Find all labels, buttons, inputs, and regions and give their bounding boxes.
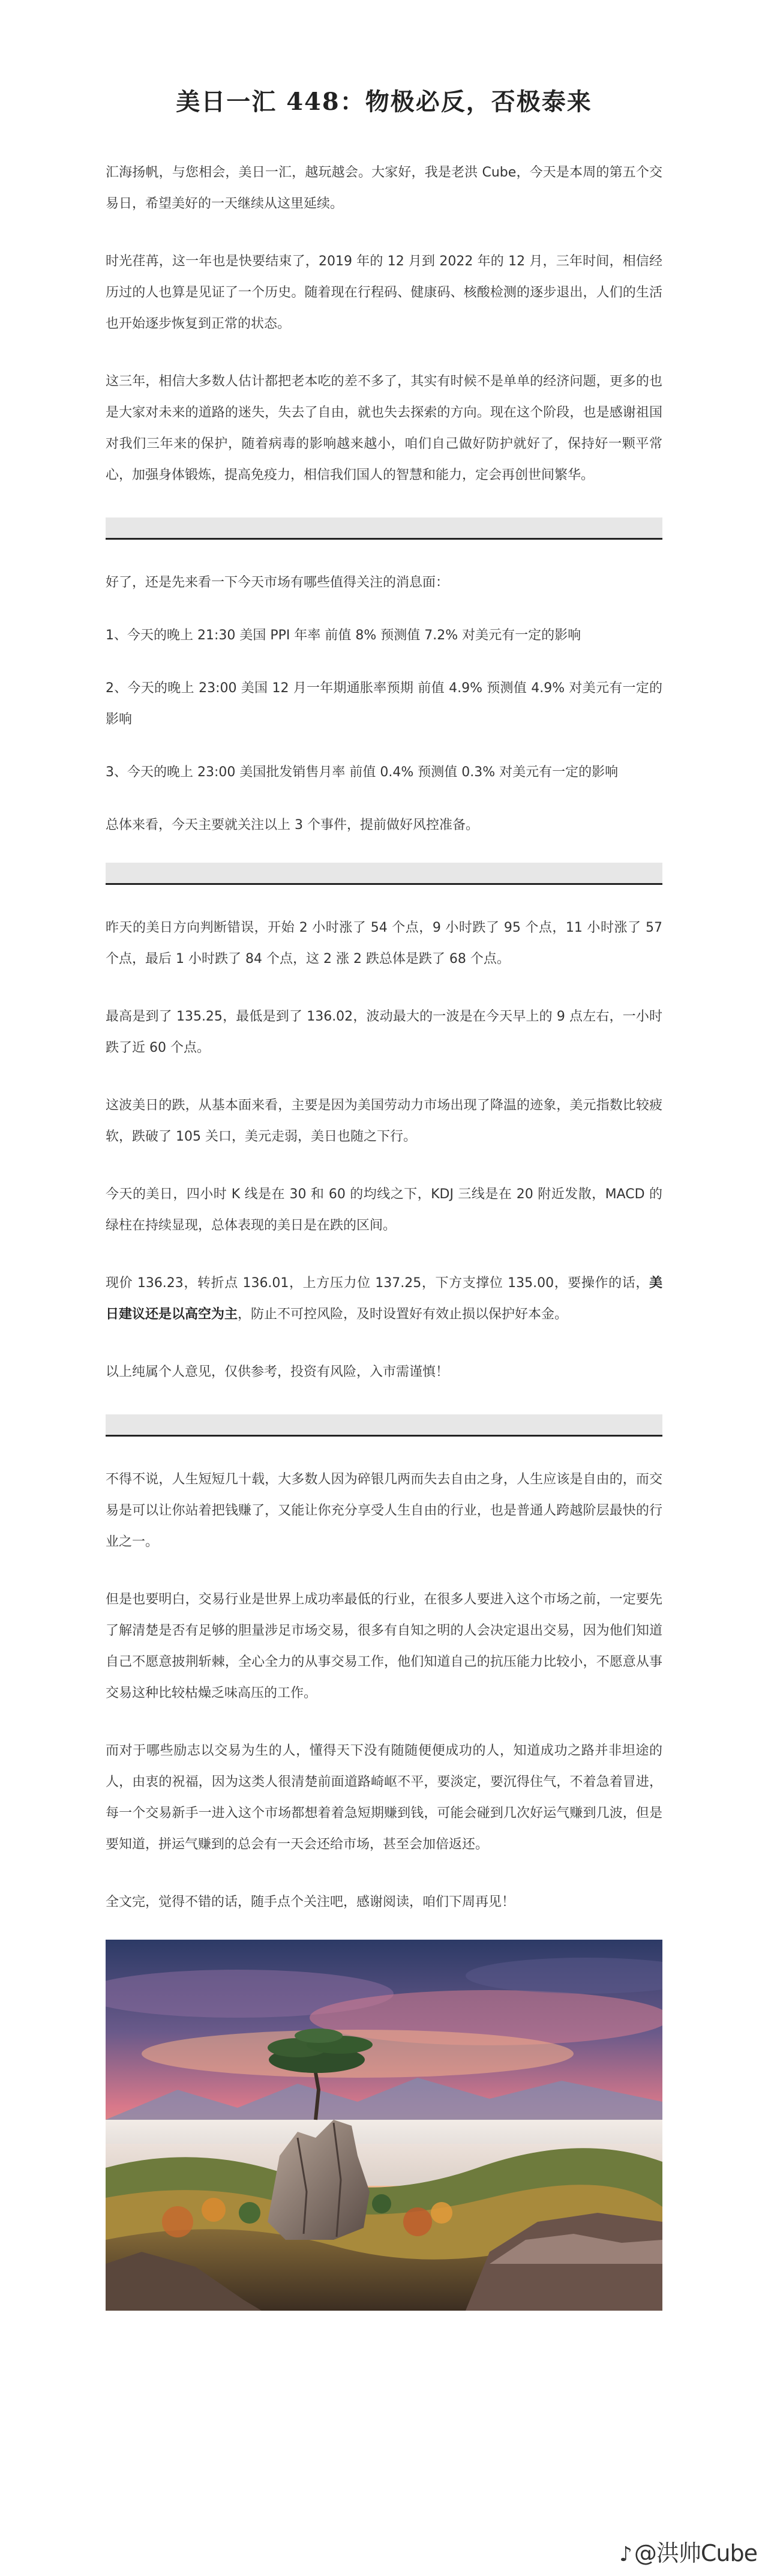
section-divider-3 bbox=[106, 1414, 662, 1437]
intro-paragraph-2: 时光荏苒，这一年也是快要结束了，2019 年的 12 月到 2022 年的 12 月，三年时间，相信经历过的人也算是见证了一个历史。随着现在行程码、健康码、核酸检测的逐步退出，人们的生活也开始逐步恢复到正常的状态。 bbox=[106, 254, 662, 331]
douyin-logo-icon: ♪ bbox=[619, 2542, 632, 2566]
signoff: 全文完，觉得不错的话，随手点个关注吧，感谢阅读，咱们下周再见！ bbox=[106, 1895, 515, 1910]
closing-paragraph-1: 不得不说，人生短短几十载，大多数人因为碎银几两而失去自由之身，人生应该是自由的，而交易是可以让你站着把钱赚了，又能让你充分享受人生自由的行业，也是普通人跨越阶层最快的行业之一。 bbox=[106, 1472, 662, 1549]
closing-paragraph-3: 而对于哪些励志以交易为生的人，懂得天下没有随随便便成功的人，知道成功之路并非坦途的人，由衷的祝福，因为这类人很清楚前面道路崎岖不平，要淡定，要沉得住气，不着急着冒进，每一个交易新手一进入这个市场都想着着急短期赚到钱，可能会碰到几次好运气赚到几波，但是要知道，拼运气赚到的总会有一天会还给市场，甚至会加倍返还。 bbox=[106, 1743, 662, 1852]
news-item-3: 3、今天的晚上 23:00 美国批发销售月率 前值 0.4% 预测值 0.3% 对美元有一定的影响 bbox=[106, 765, 619, 780]
news-item-2: 2、今天的晚上 23:00 美国 12 月一年期通胀率预期 前值 4.9% 预测值 4.9% 对美元有一定的影响 bbox=[106, 681, 662, 727]
intro-paragraph-3: 这三年，相信大多数人估计都把老本吃的差不多了，其实有时候不是单单的经济问题，更多的也是大家对未来的道路的迷失，失去了自由，就也失去探索的方向。现在这个阶段，也是感谢祖国对我们三年来的保护，随着病毒的影响越来越小，咱们自己做好防护就好了，保持好一颗平常心，加强身体锻炼，提高免疫力，相信我们国人的智慧和能力，定会再创世间繁华。 bbox=[106, 374, 662, 483]
strategy-text-post: ，防止不可控风险，及时设置好有效止损以保护好本金。 bbox=[238, 1307, 568, 1322]
article-body bbox=[106, 157, 662, 2311]
landscape-photo-icon bbox=[106, 1940, 662, 2311]
landscape-photo bbox=[106, 1940, 662, 2311]
news-item-1: 1、今天的晚上 21:30 美国 PPI 年率 前值 8% 预测值 7.2% 对美元有一定的影响 bbox=[106, 628, 581, 643]
strategy-text-pre: 现价 136.23，转折点 136.01，上方压力位 137.25，下方支撑位 135.00，要操作的话， bbox=[106, 1276, 649, 1291]
news-intro: 好了，还是先来看一下今天市场有哪些值得关注的消息面： bbox=[106, 575, 449, 590]
intro-paragraph-1: 汇海扬帆，与您相会，美日一汇，越玩越会。大家好，我是老洪 Cube，今天是本周的第五个交易日，希望美好的一天继续从这里延续。 bbox=[106, 165, 662, 211]
article-title: 美日一汇 448：物极必反，否极泰来 bbox=[176, 88, 592, 116]
strategy-recommendation: 美日建议还是以高空为主 bbox=[106, 1276, 662, 1322]
analysis-paragraph-4: 今天的美日，四小时 K 线是在 30 和 60 的均线之下，KDJ 三线是在 20 附近发散，MACD 的绿柱在持续显现，总体表现的美日是在跌的区间。 bbox=[106, 1187, 662, 1233]
watermark-text: @洪帅Cube bbox=[634, 2540, 757, 2566]
analysis-paragraph-3: 这波美日的跌，从基本面来看，主要是因为美国劳动力市场出现了降温的迹象，美元指数比较疲软，跌破了 105 关口，美元走弱，美日也随之下行。 bbox=[106, 1098, 662, 1144]
analysis-paragraph-2: 最高是到了 135.25，最低是到了 136.02，波动最大的一波是在今天早上的 9 点左右，一小时跌了近 60 个点。 bbox=[106, 1009, 662, 1055]
news-summary: 总体来看，今天主要就关注以上 3 个事件，提前做好风控准备。 bbox=[106, 818, 479, 833]
section-divider-1 bbox=[106, 517, 662, 540]
author-watermark bbox=[619, 2535, 757, 2568]
disclaimer: 以上纯属个人意见，仅供参考，投资有风险，入市需谨慎！ bbox=[106, 1365, 449, 1380]
analysis-paragraph-1: 昨天的美日方向判断错误，开始 2 小时涨了 54 个点，9 小时跌了 95 个点，11 小时涨了 57 个点，最后 1 小时跌了 84 个点，这 2 涨 2 跌总体是跌了 68 个点。 bbox=[106, 920, 662, 967]
section-divider-2 bbox=[106, 863, 662, 885]
closing-paragraph-2: 但是也要明白，交易行业是世界上成功率最低的行业，在很多人要进入这个市场之前，一定要先了解清楚是否有足够的胆量涉足市场交易，很多有自知之明的人会决定退出交易，因为他们知道自己不愿意披荆斩棘，全心全力的从事交易工作，他们知道自己的抗压能力比较小，不愿意从事交易这种比较枯燥乏味高压的工作。 bbox=[106, 1592, 662, 1701]
strategy-paragraph bbox=[106, 1268, 662, 1330]
